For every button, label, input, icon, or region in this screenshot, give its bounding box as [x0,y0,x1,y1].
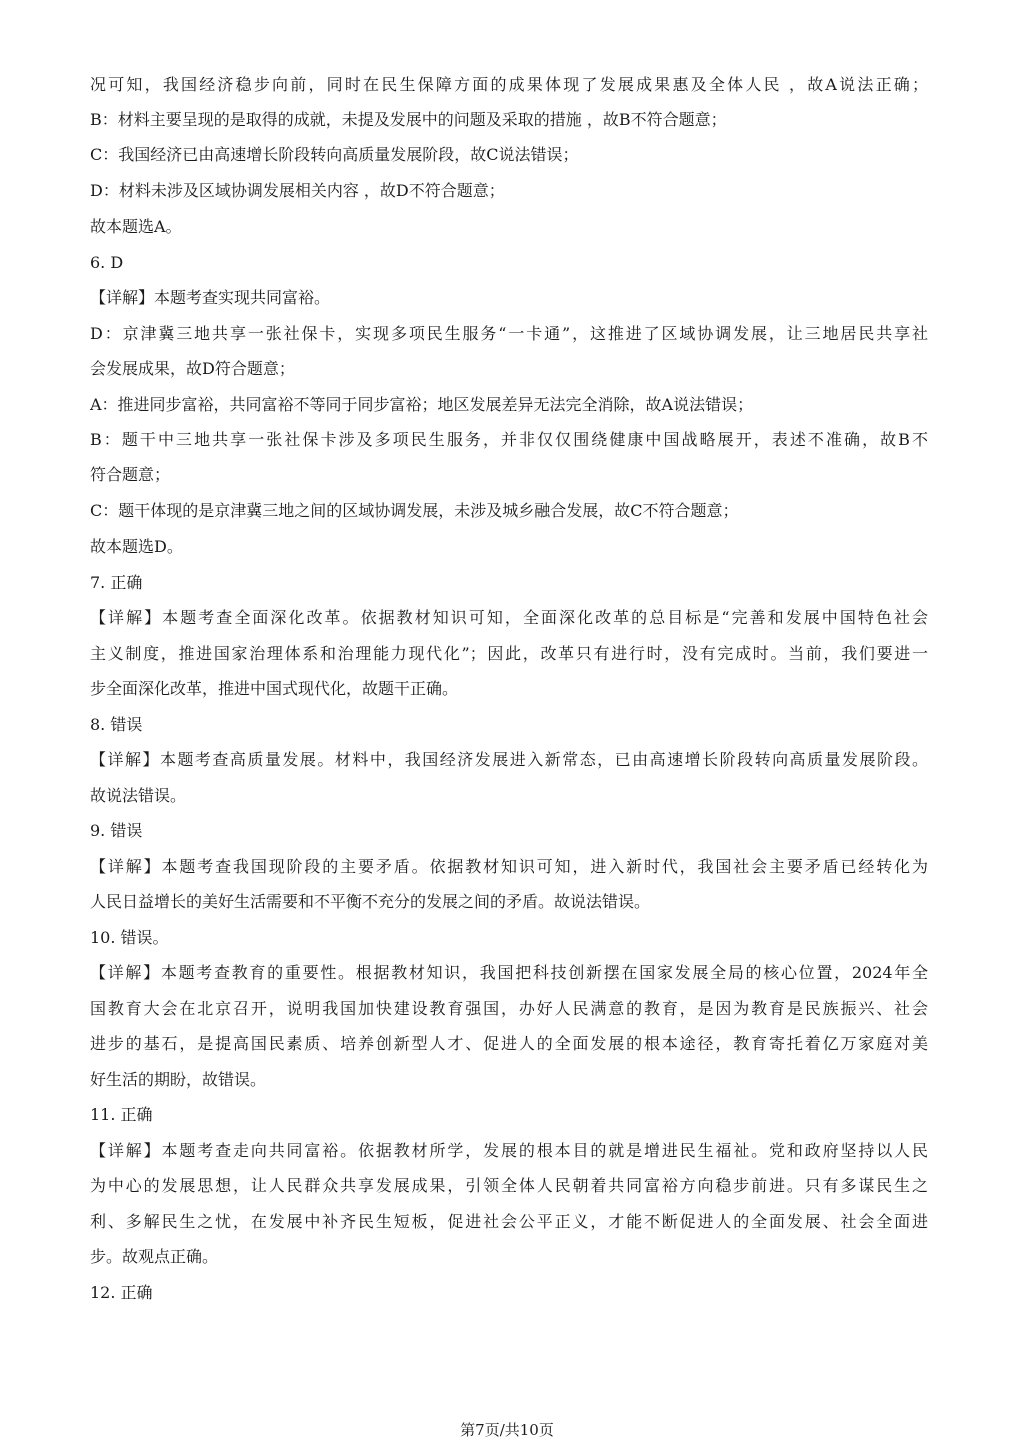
text-line: 会发展成果，故D符合题意； [90,359,295,378]
text-line: C：题干体现的是京津冀三地之间的区域协调发展，未涉及城乡融合发展，故C不符合题意； [90,501,739,520]
text-line: 主义制度，推进国家治理体系和治理能力现代化”；因此，改革只有进行时，没有完成时。当前，我们要进一 [90,644,928,663]
text-line: 国教育大会在北京召开，说明我国加快建设教育强国，办好人民满意的教育，是因为教育是民族振兴、社会 [90,999,928,1018]
page-footer: 第7页/共10页 [460,1421,554,1439]
question-number: 10. 错误。 [90,928,169,947]
text-line: 符合题意； [90,465,171,484]
text-line: 【详解】本题考查实现共同富裕。 [90,288,331,307]
text-line: 人民日益增长的美好生活需要和不平衡不充分的发展之间的矛盾。故说法错误。 [90,892,651,911]
text-line: B：材料主要呈现的是取得的成就，未提及发展中的问题及采取的措施 ，故B不符合题意； [90,110,727,129]
text-line: 步。故观点正确。 [90,1247,219,1266]
text-line: 好生活的期盼，故错误。 [90,1070,267,1089]
text-line: D：京津冀三地共享一张社保卡，实现多项民生服务“一卡通”，这推进了区域协调发展，让三地居民共享社 [90,324,928,343]
text-line: 为中心的发展思想，让人民群众共享发展成果，引领全体人民朝着共同富裕方向稳步前进。只有多谋民生之 [90,1176,928,1195]
text-line: 故说法错误。 [90,786,187,805]
question-number: 9. 错误 [90,821,143,840]
text-line: 【详解】本题考查教育的重要性。根据教材知识，我国把科技创新摆在国家发展全局的核心位置，2024年全 [90,963,928,982]
text-line: A：推进同步富裕，共同富裕不等同于同步富裕；地区发展差异无法完全消除，故A说法错误； [90,395,754,414]
text-line: 故本题选D。 [90,537,183,556]
text-line: 【详解】本题考查走向共同富裕。依据教材所学，发展的根本目的就是增进民生福祉。党和政府坚持以人民 [90,1141,928,1160]
text-line: 步全面深化改革，推进中国式现代化，故题干正确。 [90,679,459,698]
text-line: D：材料未涉及区域协调发展相关内容 ，故D不符合题意； [90,181,505,200]
text-line: 利、多解民生之忧，在发展中补齐民生短板，促进社会公平正义，才能不断促进人的全面发展、社会全面进 [90,1212,928,1231]
text-line: 故本题选A。 [90,217,182,236]
text-line: 【详解】本题考查高质量发展。材料中，我国经济发展进入新常态，已由高速增长阶段转向高质量发展阶段。 [90,750,928,769]
text-line: 【详解】本题考查全面深化改革。依据教材知识可知，全面深化改革的总目标是“完善和发展中国特色社会 [90,608,928,627]
text-line: B：题干中三地共享一张社保卡涉及多项民生服务，并非仅仅围绕健康中国战略展开，表述不准确，故B不 [90,430,928,449]
text-line: C：我国经济已由高速增长阶段转向高质量发展阶段，故C说法错误； [90,145,579,164]
text-line: 【详解】本题考查我国现阶段的主要矛盾。依据教材知识可知，进入新时代，我国社会主要矛盾已经转化为 [90,857,928,876]
question-number: 6. D [90,253,124,272]
question-number: 12. 正确 [90,1283,153,1302]
question-number: 8. 错误 [90,715,143,734]
text-line: 进步的基石，是提高国民素质、培养创新型人才、促进人的全面发展的根本途径，教育寄托着亿万家庭对美 [90,1034,928,1053]
question-number: 11. 正确 [90,1105,153,1124]
text-line: 况可知，我国经济稳步向前，同时在民生保障方面的成果体现了发展成果惠及全体人民 ，故A说法正确； [90,75,928,94]
question-number: 7. 正确 [90,573,143,592]
